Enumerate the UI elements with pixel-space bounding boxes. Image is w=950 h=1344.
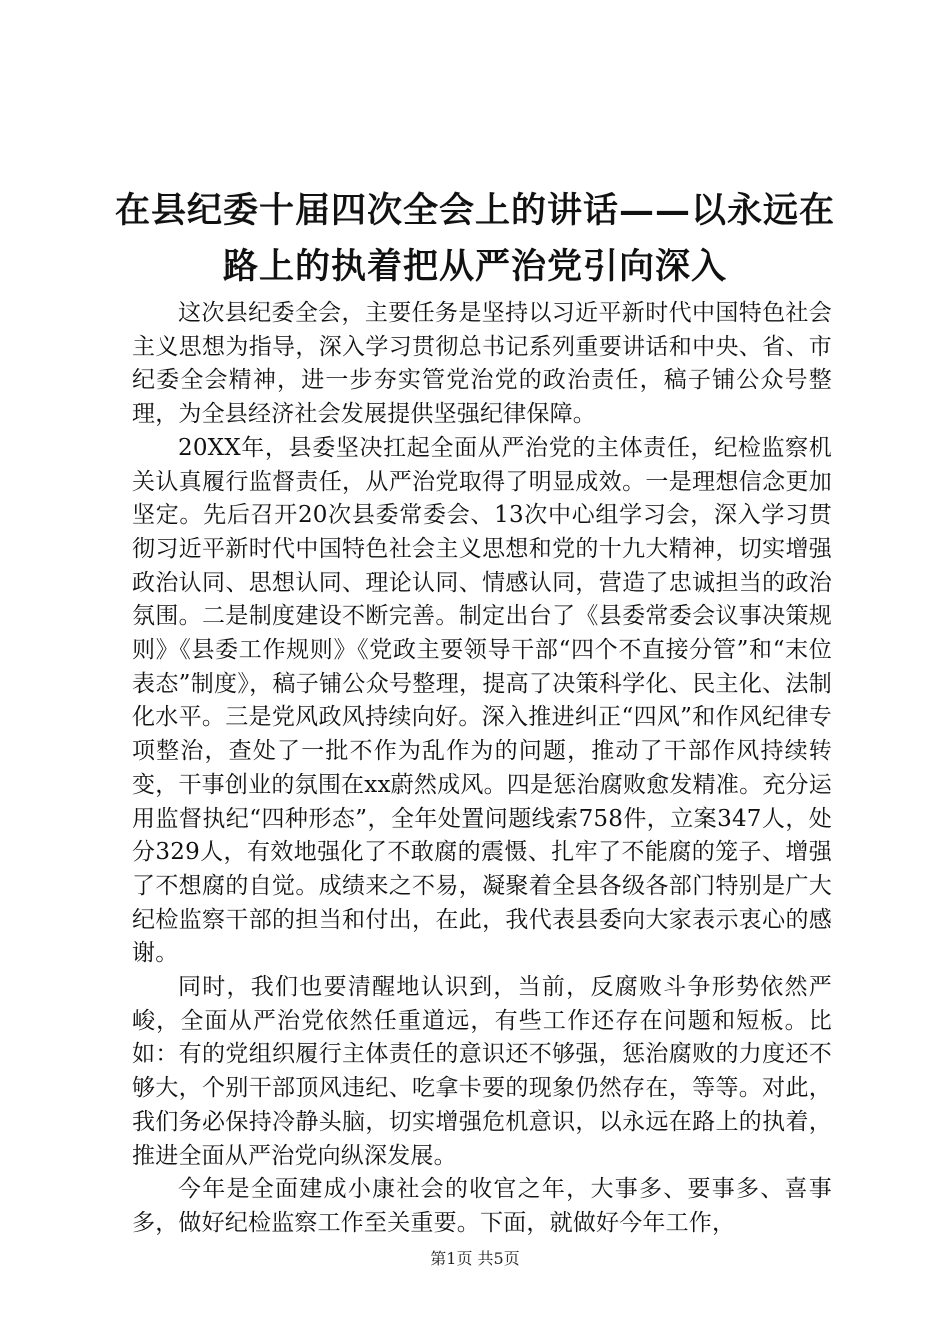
paragraph-4: 今年是全面建成小康社会的收官之年，大事多、要事多、喜事多，做好纪检监察工作至关重要。下面，就做好今年工作， [132,1176,832,1236]
document-body [132,297,832,1241]
page-footer: 第1页 共5页 [430,1249,520,1268]
title-line-2: 路上的执着把从严治党引向深入 [222,246,727,287]
document-title [100,183,850,295]
title-line-1: 在县纪委十届四次全会上的讲话——以永远在 [114,190,835,231]
paragraph-2: 20XX年，县委坚决扛起全面从严治党的主体责任，纪检监察机关认真履行监督责任，从严治党取得了明显成效。一是理想信念更加坚定。先后召开20次县委常委会、13次中心组学习会，深入学习贯彻习近平新时代中国特色社会主义思想和党的十九大精神，切实增强政治认同、思想认同、理论认同、情感认同，营造了忠诚担当的政治氛围。二是制度建设不断完善。制定出台了《县委常委会议事决策规则》《县委工作规则》《党政主要领导干部“四个不直接分管”和“末位表态”制度》，稿子铺公众号整理，提高了决策科学化、民主化、法制化水平。三是党风政风持续向好。深入推进纠正“四风”和作风纪律专项整治，查处了一批不作为乱作为的问题，推动了干部作风持续转变，干事创业的氛围在xx蔚然成风。四是惩治腐败愈发精准。充分运用监督执纪“四种形态”，全年处置问题线索758件，立案347人，处分329人，有效地强化了不敢腐的震慑、扎牢了不能腐的笼子、增强了不想腐的自觉。成绩来之不易，凝聚着全县各级各部门特别是广大纪检监察干部的担当和付出，在此，我代表县委向大家表示衷心的感谢。 [132,434,832,967]
paragraph-3: 同时，我们也要清醒地认识到，当前，反腐败斗争形势依然严峻，全面从严治党依然任重道远，有些工作还存在问题和短板。比如：有的党组织履行主体责任的意识还不够强，惩治腐败的力度还不够大，个别干部顶风违纪、吃拿卡要的现象仍然存在，等等。对此，我们务必保持冷静头脑，切实增强危机意识，以永远在路上的执着，推进全面从严治党向纵深发展。 [132,974,832,1169]
paragraph-1: 这次县纪委全会，主要任务是坚持以习近平新时代中国特色社会主义思想为指导，深入学习贯彻总书记系列重要讲话和中央、省、市纪委全会精神，进一步夯实管党治党的政治责任，稿子铺公众号整理，为全县经济社会发展提供坚强纪律保障。 [132,300,832,428]
